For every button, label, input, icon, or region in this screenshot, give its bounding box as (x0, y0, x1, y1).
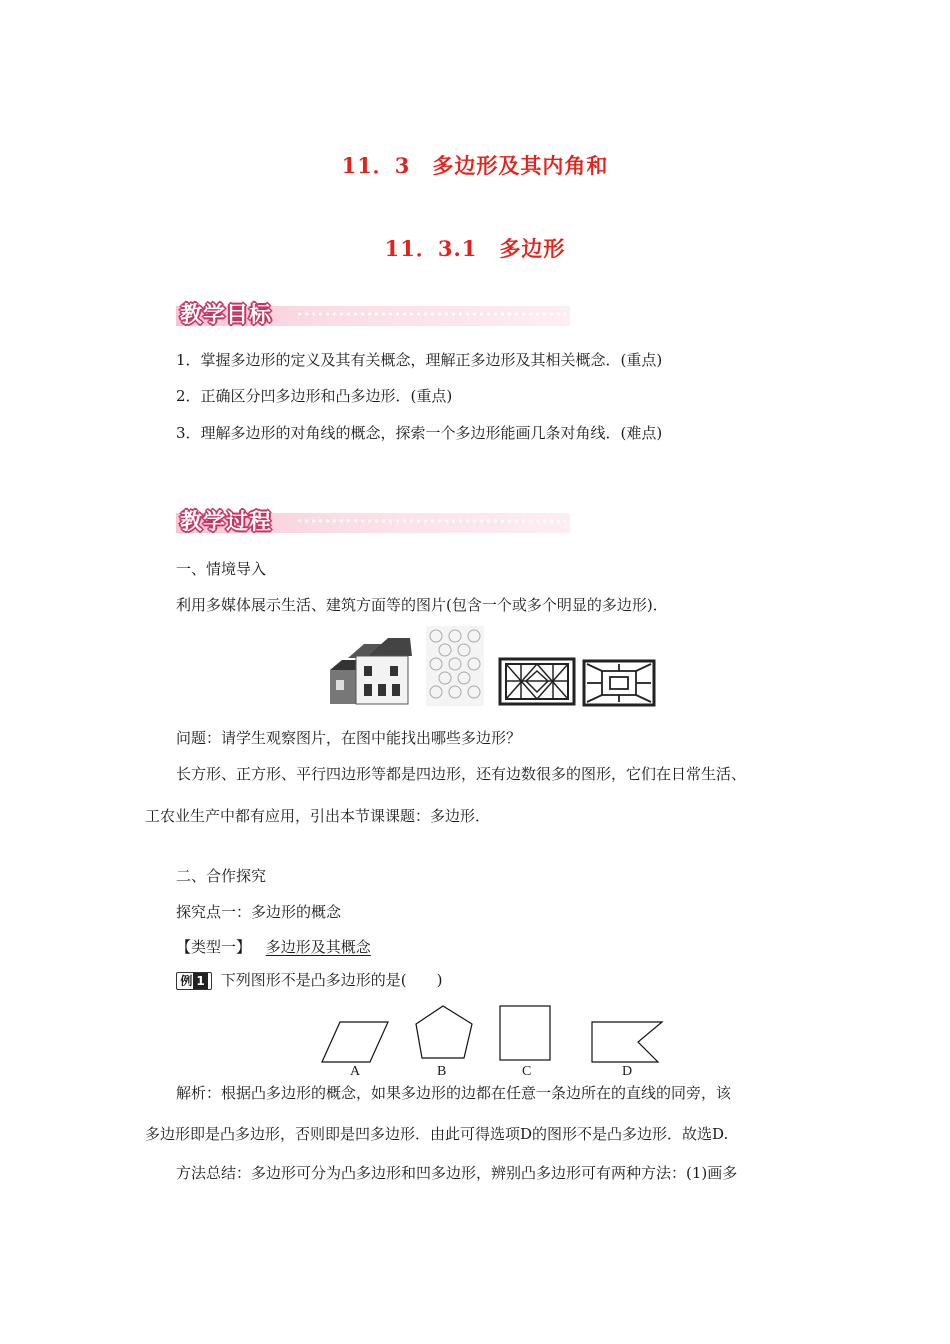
objective-2: 2．正确区分凹多边形和凸多边形．(重点) (176, 387, 453, 405)
section1-question: 问题：请学生观察图片，在图中能找出哪些多边形？ (176, 729, 522, 747)
house-picture (330, 638, 412, 704)
section1-heading: 一、情境导入 (176, 560, 267, 578)
type-line (176, 936, 371, 957)
option-shapes (316, 1000, 666, 1068)
objective-1: 1．掌握多边形的定义及其有关概念，理解正多边形及其相关概念．(重点) (176, 351, 663, 369)
example-line (176, 969, 443, 990)
tile-picture (426, 626, 484, 706)
main-title: 11．3 多边形及其内角和 (341, 153, 609, 178)
example-badge: 例 1 (176, 972, 212, 990)
objectives-banner (176, 298, 570, 328)
option-d-concave (592, 1022, 662, 1062)
option-label-a: A (350, 1064, 361, 1079)
type-bracket: 【类型一】 (176, 938, 252, 956)
process-banner (176, 505, 570, 535)
section1-answer-1: 长方形、正方形、平行四边形等都是四边形，还有边数很多的图形，它们在日常生活、 (176, 765, 747, 783)
option-label-c: C (522, 1064, 532, 1079)
scene-pictures (328, 626, 658, 708)
option-a-parallelogram (322, 1022, 388, 1062)
option-b-pentagon (416, 1006, 472, 1058)
analysis-2: 多边形即是凸多边形，否则即是凹多边形．由此可得选项D的图形不是凸多边形．故选D. (145, 1125, 729, 1143)
objectives-banner-label: 教学目标 (180, 303, 273, 328)
analysis-1: 解析：根据凸多边形的概念，如果多边形的边都在任意一条边所在的直线的同旁，该 (176, 1084, 732, 1102)
option-label-d: D (622, 1064, 633, 1079)
section1-intro: 利用多媒体展示生活、建筑方面等的图片(包含一个或多个明显的多边形)． (176, 596, 668, 614)
section1-answer-2: 工农业生产中都有应用，引出本节课课题：多边形． (145, 807, 491, 825)
process-banner-label: 教学过程 (180, 510, 273, 535)
type-title: 多边形及其概念 (265, 938, 371, 956)
option-c-square (500, 1006, 550, 1060)
lattice-window-1 (500, 659, 574, 704)
option-label-b: B (437, 1064, 447, 1079)
method-summary: 方法总结：多边形可分为凸多边形和凹多边形，辨别凸多边形可有两种方法：(1)画多 (176, 1164, 738, 1182)
sub-title: 11．3.1 多边形 (384, 236, 566, 261)
lattice-window-2 (584, 661, 654, 705)
section2-point: 探究点一：多边形的概念 (176, 903, 342, 921)
objective-3: 3．理解多边形的对角线的概念，探索一个多边形能画几条对角线．(难点) (176, 424, 663, 442)
example-text: 下列图形不是凸多边形的是( ) (220, 971, 443, 989)
section2-heading: 二、合作探究 (176, 867, 267, 885)
